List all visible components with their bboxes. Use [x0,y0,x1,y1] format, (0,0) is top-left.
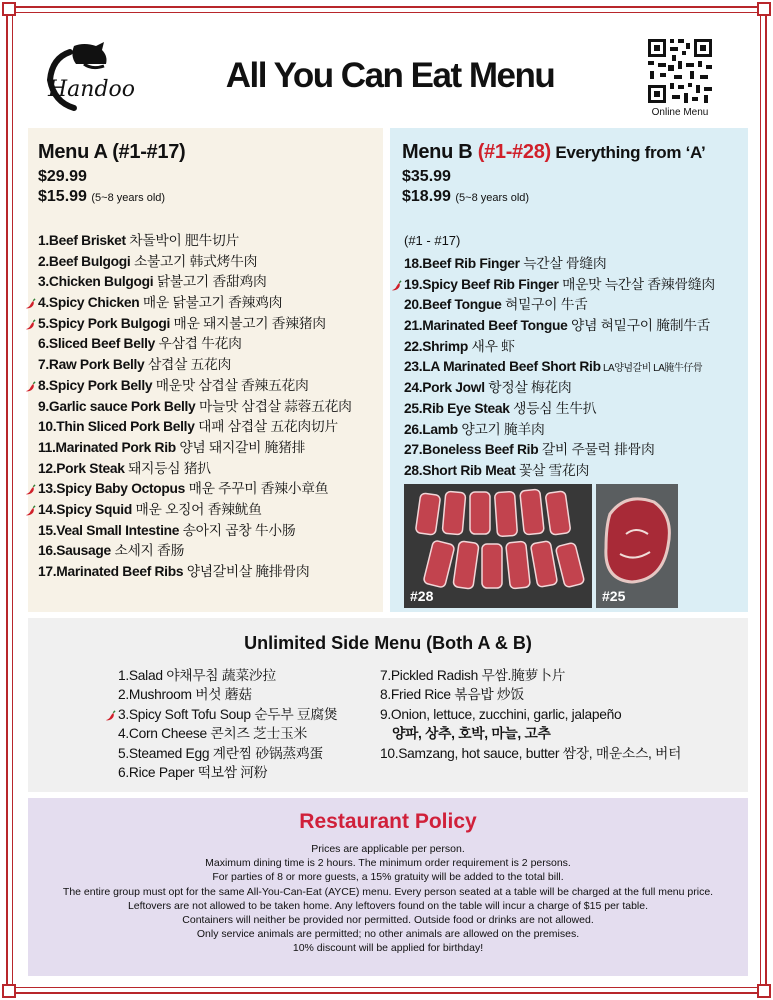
menu-item-number: 1. [38,233,49,248]
chili-pepper-icon [25,484,36,495]
menu-item-name: Marinated Beef Tongue [422,318,568,334]
menu-item-number: 23. [404,359,423,375]
side-menu-item: 3.Spicy Soft Tofu Soup 순두부 豆腐煲 [118,705,337,724]
menu-item [404,378,715,399]
menu-item [38,314,352,335]
menu-item-local-name: 매운맛 삼겹살 香辣五花肉 [152,377,309,393]
chili-pepper-icon [105,710,116,721]
menu-item-number: 16. [38,543,57,559]
menu-item [38,252,352,273]
policy-line: The entire group must opt for the same All-You-Can-Eat (AYCE) menu. Every person seated at a table will be charged at the full menu price. [62,885,714,898]
menu-b-child-price: $18.99 (5~8 years old) [402,188,530,205]
child-age-note: (5~8 years old) [455,192,530,204]
menu-item [404,337,715,358]
chili-pepper-icon [25,319,36,330]
menu-item-name: Beef Tongue [422,297,502,313]
menu-item-local-name: 매운 오징어 香辣鱿鱼 [131,501,262,517]
menu-item [38,231,352,252]
menu-item-name: Sausage [56,543,111,559]
bull-logo-icon [40,42,140,118]
menu-item-local-name: 생등심 生牛扒 [509,400,597,416]
policy-line: Maximum dining time is 2 hours. The minimum order requirement is 2 persons. [205,857,571,870]
side-menu-item: 6.Rice Paper 떡보쌈 河粉 [118,764,268,780]
menu-item-number: 9. [38,398,49,414]
menu-item-name: LA Marinated Beef Short Rib [422,359,601,375]
menu-item-name: Spicy Beef Rib Finger [422,276,559,292]
photo-label: #25 [602,588,626,604]
menu-item-local-name: 매운맛 늑간살 香辣骨缝肉 [558,276,715,292]
menu-item [38,459,352,480]
policy-line: Leftovers are not allowed to be taken home. Any leftovers found on the table will incur a charge of $15 per table. [127,899,649,912]
menu-a-list [38,231,352,583]
child-age-note: (5~8 years old) [91,192,166,204]
side-menu-item: 4.Corn Cheese 콘치즈 芝士玉米 [118,726,308,742]
menu-b-includes-note: (#1 - #17) [404,233,461,248]
chili-pepper-icon [25,298,36,309]
menu-item [38,334,352,355]
menu-item-number: 18. [404,256,423,271]
menu-item-name: Short Rib Meat [422,462,516,478]
menu-item [38,438,352,459]
policy-line: Prices are applicable per person. [311,843,465,855]
photo-label: #28 [410,588,434,604]
frame-corner [757,2,771,16]
menu-item-local-name: 양념 혀밑구이 腌制牛舌 [567,318,711,334]
menu-item-local-name: 매운 닭불고기 香辣鸡肉 [139,295,283,311]
side-menu-item: 1.Salad 야채무침 蔬菜沙拉 [118,668,276,683]
menu-item-number: 12. [38,460,57,476]
menu-item-name: Lamb [422,421,458,437]
menu-item [38,355,352,376]
menu-item-local-name: 갈비 주물럭 排骨肉 [538,442,655,458]
menu-item-name: Marinated Beef Ribs [56,564,184,579]
menu-item-number: 2. [38,253,49,269]
menu-item-number: 10. [38,419,57,435]
menu-item-local-name: 닭불고기 香甜鸡肉 [153,274,267,290]
menu-item-number: 15. [38,522,57,538]
menu-item-name: Spicy Baby Octopus [56,481,186,497]
menu-item [404,357,715,378]
menu-item [38,479,352,500]
menu-item [404,461,715,482]
menu-item-name: Garlic sauce Pork Belly [48,398,196,414]
policy-text [28,842,748,956]
menu-item-name: Beef Bulgogi [48,253,131,269]
menu-item [38,521,352,542]
menu-item-name: Boneless Beef Rib [422,442,539,458]
menu-item [404,399,715,420]
qr-label: Online Menu [651,107,709,118]
frame-corner [2,984,16,998]
menu-item-local-name: 양고기 腌羊肉 [457,421,545,437]
policy-title: Restaurant Policy [299,810,477,833]
menu-item-number: 21. [404,318,423,334]
menu-item-number: 3. [38,274,49,290]
menu-item [404,295,715,316]
menu-item-number: 8. [38,377,49,393]
menu-item-name: Veal Small Intestine [56,522,180,538]
menu-item-name: Beef Rib Finger [422,256,520,271]
menu-item-name: Spicy Squid [56,501,132,517]
menu-item [38,417,352,438]
menu-item-number: 14. [38,501,57,517]
menu-item-local-name: 우삼겹 牛花肉 [155,336,242,352]
menu-item-local-name: 늑간살 骨缝肉 [519,256,607,271]
menu-item-name: Spicy Pork Bulgogi [48,315,171,331]
menu-item [404,440,715,461]
side-menu-item: 양파, 상추, 호박, 마늘, 고추 [392,726,551,742]
chili-pepper-icon [391,280,402,291]
chili-pepper-icon [25,505,36,516]
menu-item [38,562,352,583]
menu-item-local-name: 매운 돼지불고기 香辣猪肉 [170,315,326,331]
menu-b-adult-price: $35.99 [402,168,451,185]
photo-rib-eye [596,484,678,608]
menu-a-adult-price: $29.99 [38,168,87,185]
side-menu-item: 9.Onion, lettuce, zucchini, garlic, jalapeño [380,706,622,722]
qr-code-icon[interactable] [646,37,714,105]
menu-item-local-name: 삼겹살 五花肉 [144,357,232,373]
frame-corner [2,2,16,16]
menu-item-local-name: 혀밑구이 牛舌 [501,297,588,313]
menu-item [404,316,715,337]
menu-item-local-name: 양념갈비살 腌排骨肉 [183,564,310,579]
menu-item-number: 7. [38,357,49,373]
menu-item [404,420,715,441]
menu-item-local-name: 항정살 梅花肉 [484,380,572,396]
menu-item-local-name: 대패 삼겹살 五花肉切片 [194,419,338,435]
photo-rib-finger [404,484,592,608]
page-title: All You Can Eat Menu [225,56,555,95]
menu-item-number: 11. [38,439,56,455]
menu-a-title: Menu A (#1-#17) [38,141,186,163]
menu-item-number: 25. [404,400,423,416]
menu-item-number: 4. [38,295,49,311]
menu-item-number: 28. [404,462,423,478]
side-menu-item: 7.Pickled Radish 무쌈.腌萝卜片 [380,668,566,683]
menu-item-name: Shrimp [422,338,469,354]
menu-item-name: Pork Jowl [422,380,485,396]
menu-a-child-price: $15.99 (5~8 years old) [38,188,166,205]
menu-item-local-name: 마늘맛 삼겹살 蒜蓉五花肉 [195,398,352,414]
menu-item-name: Rib Eye Steak [422,400,510,416]
policy-line: Containers will neither be provided nor permitted. Outside food or drinks are not allowed. [182,913,594,926]
side-menu-right-list [380,666,681,763]
menu-item-name: Chicken Bulgogi [48,274,154,290]
frame-corner [757,984,771,998]
menu-item [38,541,352,562]
side-menu-item: 10.Samzang, hot sauce, butter 쌈장, 매운소스, 버터 [380,745,682,761]
menu-item-number: 24. [404,380,423,396]
menu-item-name: Pork Steak [56,460,125,476]
menu-item-local-name: 꽃살 雪花肉 [515,462,590,478]
menu-item-local-name: 송아지 곱창 牛小肠 [179,522,296,538]
menu-item [38,397,352,418]
menu-item-name: Marinated Pork Rib [55,439,176,455]
svg-text:Handoo: Handoo [48,77,136,102]
side-menu-item: 5.Steamed Egg 계란찜 砂锅蒸鸡蛋 [118,745,323,761]
menu-b-title: Menu B (#1-#28) Everything from ‘A’ [402,141,706,163]
side-menu-left-list [118,666,337,782]
menu-item-local-name: 양념 돼지갈비 腌猪排 [175,439,306,455]
policy-line: Only service animals are permitted; no other animals are allowed on the premises. [196,928,580,941]
menu-item-local-name: 매운 주꾸미 香辣小章鱼 [185,481,329,497]
menu-item-local-name: 새우 虾 [468,338,515,354]
chili-pepper-icon [25,381,36,392]
menu-item-number: 13. [38,481,57,497]
menu-item-number: 5. [38,315,49,331]
menu-item-local-name: 돼지등심 猪扒 [124,460,211,476]
menu-item-number: 22. [404,338,423,354]
menu-item-number: 19. [404,276,423,292]
menu-item-name: Spicy Chicken [48,295,140,311]
menu-item [38,293,352,314]
menu-item-name: Beef Brisket [48,233,126,248]
menu-item-name: Sliced Beef Belly [48,336,156,352]
menu-item-local-name: 차돌박이 肥牛切片 [125,233,240,248]
menu-item-name: Thin Sliced Pork Belly [56,419,195,435]
menu-item-number: 26. [404,421,423,437]
menu-item [38,500,352,521]
menu-item-name: Raw Pork Belly [48,357,145,373]
menu-item-number: 6. [38,336,49,352]
menu-item-local-name: LA양념갈비 LA腌牛仔骨 [600,363,703,375]
menu-item [404,275,715,296]
menu-item-local-name: 소세지 香肠 [110,543,185,559]
menu-item [38,376,352,397]
menu-b-list [404,254,715,482]
menu-item [404,254,715,275]
side-menu-item: 8.Fried Rice 볶음밥 炒饭 [380,687,524,703]
menu-item-number: 20. [404,297,423,313]
side-menu-title: Unlimited Side Menu (Both A & B) [244,633,532,653]
policy-line: For parties of 8 or more guests, a 15% gratuity will be added to the total bill. [212,871,564,884]
menu-item [38,272,352,293]
menu-item-number: 27. [404,442,423,458]
menu-item-local-name: 소불고기 韩式烤牛肉 [130,253,258,269]
policy-line: 10% discount will be applied for birthday! [292,942,484,955]
menu-item-number: 17. [38,564,57,579]
menu-item-name: Spicy Pork Belly [48,377,153,393]
side-menu-item: 2.Mushroom 버섯 蘑菇 [118,687,252,703]
